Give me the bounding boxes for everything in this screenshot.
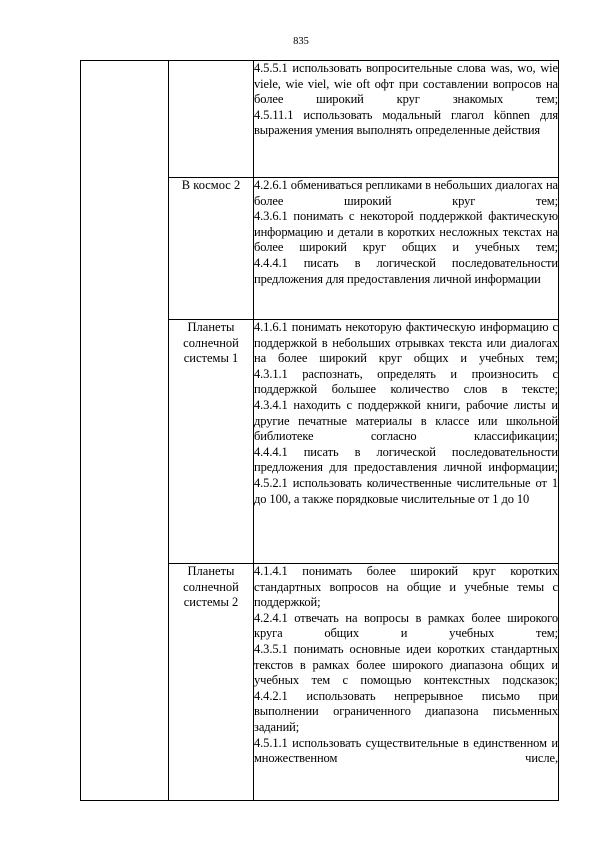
objectives-cell — [254, 564, 559, 801]
objectives-cell — [254, 61, 559, 178]
objective-item: 4.5.11.1 использовать модальный глагол können для выражения умения выполнять определенные действия — [254, 107, 558, 138]
topic-cell: В космос 2 — [169, 178, 254, 320]
objective-item: 4.5.5.1 использовать вопросительные слова was, wo, wie viele, wie viel, wie oft офт при составлении вопросов на более широкий круг знакомых тем; — [254, 61, 558, 107]
objective-item: 4.3.1.1 распознать, определять и произносить с поддержкой большее количество слов в тексте; — [254, 366, 558, 397]
objective-item: 4.4.2.1 использовать непрерывное письмо при выполнении ограниченного диапазона письменных заданий; — [254, 688, 558, 734]
objective-item: 4.3.5.1 понимать основные идеи коротких стандартных текстов в рамках более широкого диапазона общих и учебных тем с помощью контекстных подсказок; — [254, 641, 558, 688]
objective-item: 4.1.4.1 понимать более широкий круг коротких стандартных вопросов на общие и учебные темы с поддержкой; — [254, 564, 558, 610]
objective-item: 4.3.6.1 понимать с некоторой поддержкой фактическую информацию и детали в коротких несложных текстах на более широкий круг общих и учебных тем; — [254, 209, 558, 255]
objective-item: 4.5.1.1 использовать существительные в единственном и множественном числе, — [254, 735, 558, 766]
objective-item: 4.5.2.1 использовать количественные числительные от 1 до 100, а также порядковые числительные от 1 до 10 — [254, 475, 558, 506]
objectives-cell — [254, 320, 559, 564]
section-cell — [81, 61, 169, 801]
page-number: 835 — [293, 36, 309, 47]
objective-item: 4.2.6.1 обмениваться репликами в небольших диалогах на более широкий круг тем; — [254, 178, 558, 208]
topic-cell — [169, 61, 254, 178]
objective-item: 4.2.4.1 отвечать на вопросы в рамках более широкого круга общих и учебных тем; — [254, 610, 558, 641]
curriculum-table — [80, 60, 559, 801]
topic-cell: Планеты солнечной системы 2 — [169, 564, 254, 801]
objective-item: 4.4.4.1 писать в логической последовательности предложения для предоставления личной информации; — [254, 444, 558, 475]
objectives-cell — [254, 178, 559, 320]
objective-item: 4.1.6.1 понимать некоторую фактическую информацию с поддержкой в небольших отрывках текста или диалогах на более широкий круг общих и учебных тем; — [254, 320, 558, 366]
table-row — [81, 61, 559, 178]
objective-item: 4.4.4.1 писать в логической последовательности предложения для предоставления личной информации — [254, 255, 558, 286]
topic-cell: Планеты солнечной системы 1 — [169, 320, 254, 564]
objective-item: 4.3.4.1 находить с поддержкой книги, рабочие листы и другие печатные материалы в классе или школьной библиотеке согласно классификации; — [254, 397, 558, 444]
